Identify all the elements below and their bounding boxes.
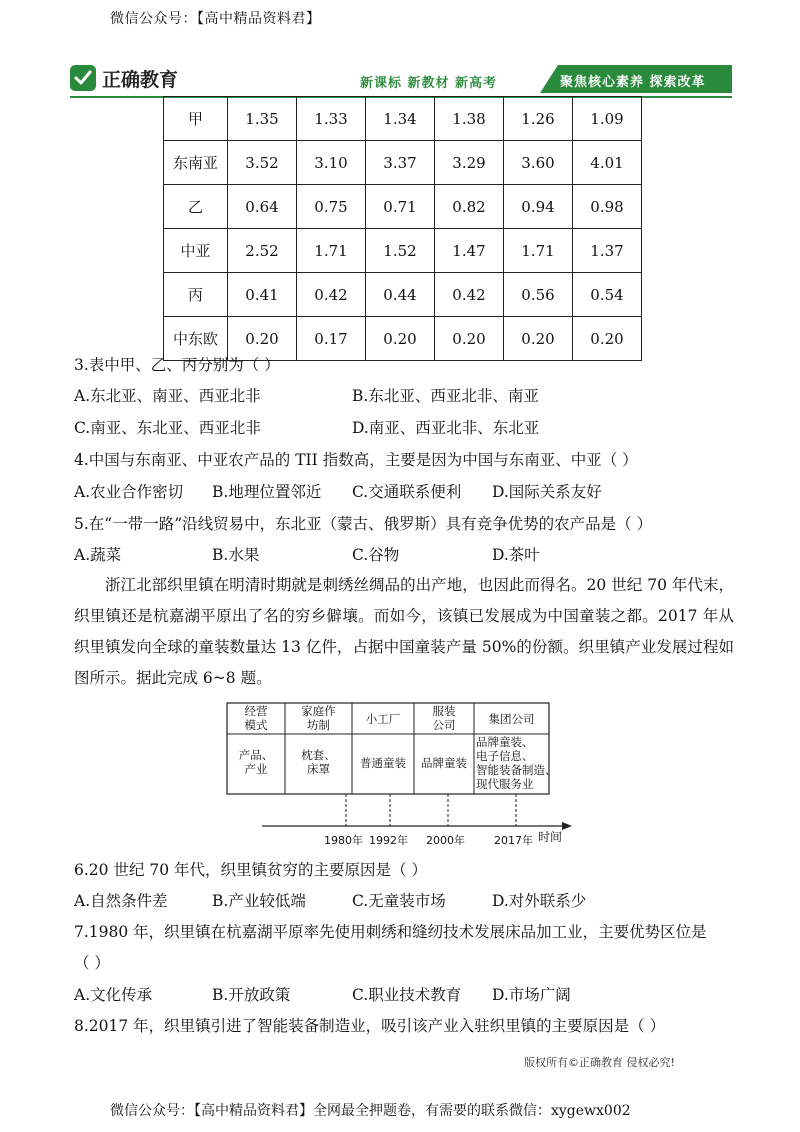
region-cell: 甲 (164, 97, 228, 141)
tii-value-cell: 3.37 (366, 141, 435, 185)
question-7-option-c: C.职业技术教育 (352, 986, 462, 1004)
tii-value-cell: 0.20 (573, 317, 642, 361)
stage-mode: 集团公司 (488, 712, 535, 726)
question-7-stem: 7.1980 年，织里镇在杭嘉湖平原率先使用刺绣和缝纫技术发展床品加工业，主要优势区位是 (74, 923, 707, 941)
tii-value-cell: 1.71 (297, 229, 366, 273)
stage-product: 普通童装 (360, 756, 406, 770)
tii-value-cell: 0.64 (228, 185, 297, 229)
question-4-stem: 4.中国与东南亚、中亚农产品的 TII 指数高，主要是因为中国与东南亚、中亚（ ） (74, 451, 638, 469)
question-5-option-a: A.蔬菜 (74, 546, 122, 564)
tii-value-cell: 2.52 (228, 229, 297, 273)
region-cell: 乙 (164, 185, 228, 229)
checkmark-logo-icon (70, 65, 96, 91)
stage-product: 品牌童装、 电子信息、 智能装备制造、 现代服务业 (476, 735, 557, 791)
question-4-option-a: A.农业合作密切 (74, 483, 184, 501)
table-row (164, 229, 642, 273)
stage-product: 品牌童装 (421, 756, 467, 770)
tii-value-cell: 3.52 (228, 141, 297, 185)
question-7-option-b: B.开放政策 (212, 986, 291, 1004)
tii-value-cell: 0.82 (435, 185, 504, 229)
tii-value-cell: 3.60 (504, 141, 573, 185)
tii-value-cell: 0.20 (366, 317, 435, 361)
tii-value-cell: 0.75 (297, 185, 366, 229)
tii-value-cell: 1.35 (228, 97, 297, 141)
question-5-stem: 5.在“一带一路”沿线贸易中，东北亚（蒙古、俄罗斯）具有竞争优势的农产品是（ ） (74, 515, 653, 533)
stage-mode: 家庭作 坊制 (301, 704, 336, 732)
wechat-top-banner: 微信公众号：【高中精品资料君】 (110, 11, 321, 27)
stage-product: 枕套、 床罩 (301, 748, 336, 776)
year-label: 1992年 (369, 834, 408, 847)
question-3-stem: 3.表中甲、乙、丙分别为（ ） (74, 356, 280, 374)
tii-value-cell: 1.38 (435, 97, 504, 141)
question-6-option-b: B.产业较低端 (212, 892, 306, 910)
question-4-option-b: B.地理位置邻近 (212, 483, 322, 501)
tii-value-cell: 0.20 (435, 317, 504, 361)
year-label: 2017年 (494, 834, 533, 847)
tii-value-cell: 1.52 (366, 229, 435, 273)
tii-value-cell: 1.26 (504, 97, 573, 141)
wechat-bottom-banner: 微信公众号：【高中精品资料君】全网最全押题卷，有需要的联系微信：xygewx002 (110, 1103, 631, 1119)
region-cell: 中东欧 (164, 317, 228, 361)
tii-value-cell: 1.71 (504, 229, 573, 273)
question-8-stem: 8.2017 年，织里镇引进了智能装备制造业，吸引该产业入驻织里镇的主要原因是（ ） (74, 1017, 666, 1035)
tii-value-cell: 1.33 (297, 97, 366, 141)
table-row (164, 141, 642, 185)
diagram-header-label: 经营 模式 (244, 704, 268, 732)
time-axis-label: 时间 (538, 830, 563, 844)
question-4-option-c: C.交通联系便利 (352, 483, 462, 501)
tii-value-cell: 1.34 (366, 97, 435, 141)
tii-value-cell: 0.94 (504, 185, 573, 229)
year-label: 1980年 (324, 834, 363, 847)
question-5-option-b: B.水果 (212, 546, 260, 564)
table-row (164, 273, 642, 317)
question-5-option-c: C.谷物 (352, 546, 400, 564)
question-3-option-c: C.南亚、东北亚、西亚北非 (74, 419, 261, 437)
stage-mode: 小工厂 (365, 712, 401, 726)
tii-value-cell: 0.54 (573, 273, 642, 317)
region-cell: 东南亚 (164, 141, 228, 185)
tii-value-cell: 0.98 (573, 185, 642, 229)
reading-passage: 浙江北部织里镇在明清时期就是刺绣丝绸品的出产地，也因此而得名。20 世纪 70 年代末，织里镇还是杭嘉湖平原出了名的穷乡僻壤。而如今，该镇已发展成为中国童装之都。2017 年从织里镇发向全球的童装数量达 13 亿件，占据中国童装产量 50%的份额。织里镇产业发展过程如图所示。据此完成 6~8 题。 (74, 576, 734, 687)
tii-value-cell: 3.29 (435, 141, 504, 185)
tii-value-cell: 0.71 (366, 185, 435, 229)
tii-value-cell: 0.20 (504, 317, 573, 361)
question-6-option-a: A.自然条件差 (74, 892, 168, 910)
tii-value-cell: 1.47 (435, 229, 504, 273)
question-6-option-c: C.无童装市场 (352, 892, 446, 910)
question-3-option-d: D.南亚、西亚北非、东北亚 (352, 419, 540, 437)
tii-value-cell: 1.09 (573, 97, 642, 141)
tii-value-cell: 0.41 (228, 273, 297, 317)
table-row (164, 97, 642, 141)
copyright-notice: 版权所有©正确教育 侵权必究! (524, 1056, 675, 1069)
industry-development-diagram (226, 702, 576, 850)
question-5-option-d: D.茶叶 (492, 546, 540, 564)
brand-name: 正确教育 (102, 69, 179, 91)
tii-value-cell: 0.20 (228, 317, 297, 361)
tii-value-cell: 3.10 (297, 141, 366, 185)
question-7-option-a: A.文化传承 (74, 986, 153, 1004)
year-label: 2000年 (426, 834, 465, 847)
tii-value-cell: 1.37 (573, 229, 642, 273)
slogan-left: 新课标 新教材 新高考 (360, 76, 498, 91)
tii-value-cell: 0.56 (504, 273, 573, 317)
diagram-row-label: 产品、 产业 (238, 748, 274, 776)
tii-value-cell: 0.44 (366, 273, 435, 317)
page-header (70, 63, 732, 99)
slogan-right: 聚焦核心素养 探索改革 (560, 75, 706, 90)
region-cell: 丙 (164, 273, 228, 317)
tii-value-cell: 0.42 (435, 273, 504, 317)
question-6-stem: 6.20 世纪 70 年代，织里镇贫穷的主要原因是（ ） (74, 861, 427, 879)
question-7-option-d: D.市场广阔 (492, 986, 571, 1004)
tii-value-cell: 0.17 (297, 317, 366, 361)
tii-index-table (163, 96, 642, 361)
table-row (164, 185, 642, 229)
question-3-option-a: A.东北亚、南亚、西亚北非 (74, 387, 261, 405)
question-3-option-b: B.东北亚、西亚北非、南亚 (352, 387, 539, 405)
question-7-stem-continued: （ ） (74, 954, 110, 972)
stage-mode: 服装 公司 (432, 704, 456, 732)
tii-value-cell: 4.01 (573, 141, 642, 185)
region-cell: 中亚 (164, 229, 228, 273)
question-4-option-d: D.国际关系友好 (492, 483, 602, 501)
tii-value-cell: 0.42 (297, 273, 366, 317)
question-6-option-d: D.对外联系少 (492, 892, 587, 910)
